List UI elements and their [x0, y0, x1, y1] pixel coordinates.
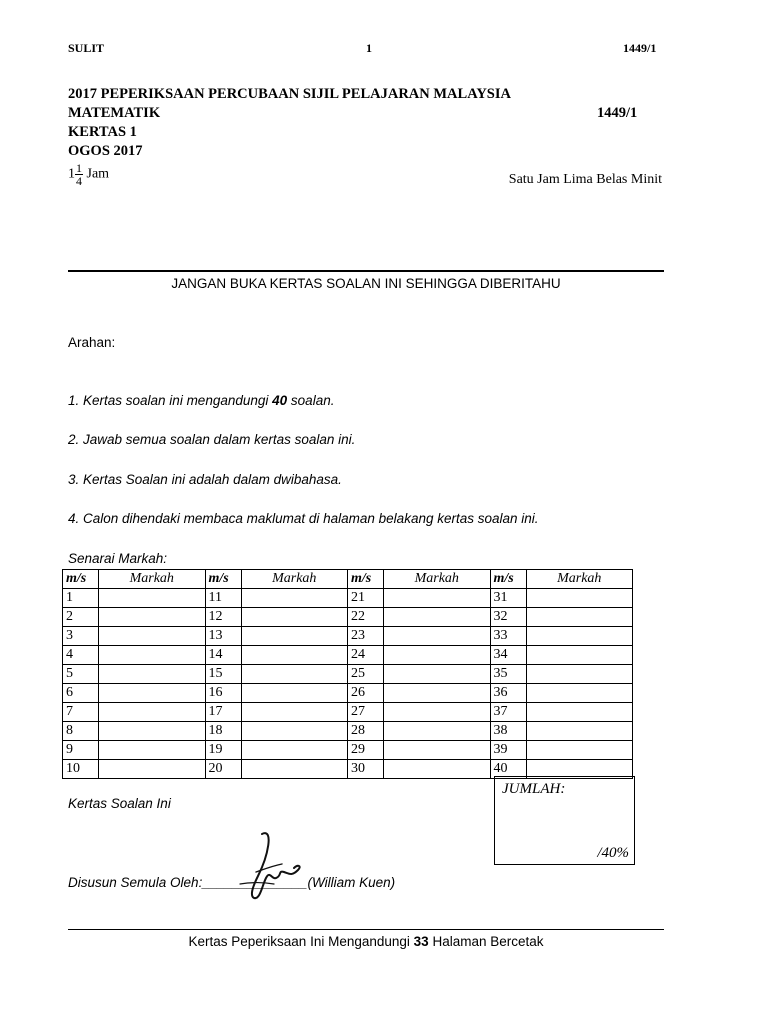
mark-cell: [241, 722, 348, 741]
mark-cell: [384, 627, 491, 646]
page-count-prefix: Kertas Peperiksaan Ini Mengandungi: [188, 934, 414, 949]
col-marks-2: Markah: [241, 570, 348, 589]
question-number: 20: [205, 760, 241, 779]
question-number: 27: [348, 703, 384, 722]
mark-cell: [526, 703, 633, 722]
mark-cell: [384, 703, 491, 722]
mark-cell: [526, 722, 633, 741]
instruction-4: 4. Calon dihendaki membaca maklumat di halaman belakang kertas soalan ini.: [68, 511, 539, 526]
question-number: 18: [205, 722, 241, 741]
question-number: 21: [348, 589, 384, 608]
question-number: 3: [63, 627, 99, 646]
mark-cell: [241, 760, 348, 779]
mark-cell: [241, 684, 348, 703]
col-qs-4: m/s: [490, 570, 526, 589]
table-row: [63, 703, 633, 722]
question-number: 17: [205, 703, 241, 722]
total-box: [494, 776, 635, 865]
mark-cell: [99, 608, 206, 627]
question-number: 31: [490, 589, 526, 608]
mark-cell: [99, 627, 206, 646]
duration-words: Satu Jam Lima Belas Minit: [508, 172, 662, 187]
instruction-1: [68, 393, 334, 408]
mark-cell: [384, 684, 491, 703]
instruction-2: 2. Jawab semua soalan dalam kertas soalan ini.: [68, 432, 356, 447]
question-number: 6: [63, 684, 99, 703]
table-row: [63, 741, 633, 760]
mark-cell: [99, 760, 206, 779]
mark-cell: [526, 646, 633, 665]
instruction-1-text: 1. Kertas soalan ini mengandungi: [68, 393, 273, 408]
question-number: 15: [205, 665, 241, 684]
divider-top: [68, 270, 664, 272]
total-label: JUMLAH:: [502, 781, 566, 797]
exam-paper: KERTAS 1: [68, 124, 137, 140]
mark-cell: [99, 589, 206, 608]
question-number: 29: [348, 741, 384, 760]
question-number: 9: [63, 741, 99, 760]
header-code: 1449/1: [623, 41, 657, 55]
col-marks-4: Markah: [526, 570, 633, 589]
mark-cell: [99, 684, 206, 703]
question-number: 35: [490, 665, 526, 684]
compiled-by-label: Disusun Semula Oleh:: [68, 875, 203, 890]
question-number: 19: [205, 741, 241, 760]
question-number: 34: [490, 646, 526, 665]
mark-cell: [99, 703, 206, 722]
mark-cell: [241, 608, 348, 627]
exam-date: OGOS 2017: [68, 143, 143, 159]
duration: [68, 162, 109, 187]
mark-cell: [384, 665, 491, 684]
question-number: 24: [348, 646, 384, 665]
table-row: [63, 665, 633, 684]
duration-denominator: 4: [76, 174, 82, 188]
question-number: 11: [205, 589, 241, 608]
mark-cell: [384, 722, 491, 741]
question-number: 40: [490, 760, 526, 779]
question-number: 23: [348, 627, 384, 646]
mark-cell: [384, 646, 491, 665]
marks-table: [62, 569, 633, 779]
table-row: [63, 722, 633, 741]
question-number: 8: [63, 722, 99, 741]
question-number: 32: [490, 608, 526, 627]
question-number: 37: [490, 703, 526, 722]
signature: [232, 826, 312, 906]
instruction-1-suffix: soalan.: [287, 393, 335, 408]
page-count-line: [68, 934, 664, 949]
col-marks-1: Markah: [99, 570, 206, 589]
col-marks-3: Markah: [384, 570, 491, 589]
question-number: 28: [348, 722, 384, 741]
col-qs-3: m/s: [348, 570, 384, 589]
duration-unit: Jam: [86, 166, 110, 182]
question-number: 39: [490, 741, 526, 760]
table-row: [63, 627, 633, 646]
mark-cell: [526, 741, 633, 760]
duration-whole: 1: [68, 166, 75, 182]
question-number: 16: [205, 684, 241, 703]
question-number: 13: [205, 627, 241, 646]
mark-cell: [526, 684, 633, 703]
question-number: 30: [348, 760, 384, 779]
mark-cell: [99, 665, 206, 684]
table-row: [63, 608, 633, 627]
question-number: 38: [490, 722, 526, 741]
mark-cell: [241, 703, 348, 722]
question-number: 1: [63, 589, 99, 608]
marks-table-caption: Senarai Markah:: [68, 551, 168, 566]
duration-fraction: [75, 162, 83, 187]
question-number: 36: [490, 684, 526, 703]
table-row: [63, 589, 633, 608]
total-out-of: /40%: [597, 845, 629, 861]
mark-cell: [99, 741, 206, 760]
mark-cell: [241, 589, 348, 608]
mark-cell: [384, 741, 491, 760]
table-row: [63, 646, 633, 665]
mark-cell: [241, 646, 348, 665]
mark-cell: [526, 627, 633, 646]
header-left: SULIT: [68, 41, 105, 55]
question-number: 26: [348, 684, 384, 703]
question-number: 14: [205, 646, 241, 665]
marks-table-header: [63, 570, 633, 589]
compiled-by-name: (William Kuen): [307, 875, 396, 890]
mark-cell: [241, 741, 348, 760]
question-number: 5: [63, 665, 99, 684]
mark-cell: [99, 722, 206, 741]
mark-cell: [241, 627, 348, 646]
divider-bottom: [68, 929, 664, 930]
question-number: 10: [63, 760, 99, 779]
mark-cell: [241, 665, 348, 684]
page-count-suffix: Halaman Bercetak: [428, 934, 544, 949]
instruction-3: 3. Kertas Soalan ini adalah dalam dwibahasa.: [68, 472, 342, 487]
compiled-by-blank: ______________: [202, 875, 308, 890]
mark-cell: [384, 589, 491, 608]
mark-cell: [526, 665, 633, 684]
question-number: 2: [63, 608, 99, 627]
question-number: 7: [63, 703, 99, 722]
mark-cell: [384, 608, 491, 627]
table-row: [63, 684, 633, 703]
exam-code: 1449/1: [597, 105, 638, 121]
mark-cell: [384, 760, 491, 779]
exam-subject: MATEMATIK: [68, 105, 161, 121]
instructions-heading: Arahan:: [68, 335, 116, 350]
footer-note: Kertas Soalan Ini: [68, 796, 171, 811]
page-count: 33: [413, 934, 429, 949]
question-number: 22: [348, 608, 384, 627]
warning-text: JANGAN BUKA KERTAS SOALAN INI SEHINGGA DIBERITAHU: [171, 276, 561, 291]
page-number: 1: [366, 41, 372, 55]
col-qs-1: m/s: [63, 570, 99, 589]
mark-cell: [526, 589, 633, 608]
duration-numerator: 1: [76, 161, 82, 175]
question-number: 33: [490, 627, 526, 646]
question-number: 12: [205, 608, 241, 627]
compiled-by: [68, 875, 395, 890]
col-qs-2: m/s: [205, 570, 241, 589]
question-number: 25: [348, 665, 384, 684]
exam-title: 2017 PEPERIKSAAN PERCUBAAN SIJIL PELAJARAN MALAYSIA: [68, 86, 511, 102]
mark-cell: [526, 608, 633, 627]
instruction-1-count: 40: [272, 393, 288, 408]
mark-cell: [99, 646, 206, 665]
question-number: 4: [63, 646, 99, 665]
